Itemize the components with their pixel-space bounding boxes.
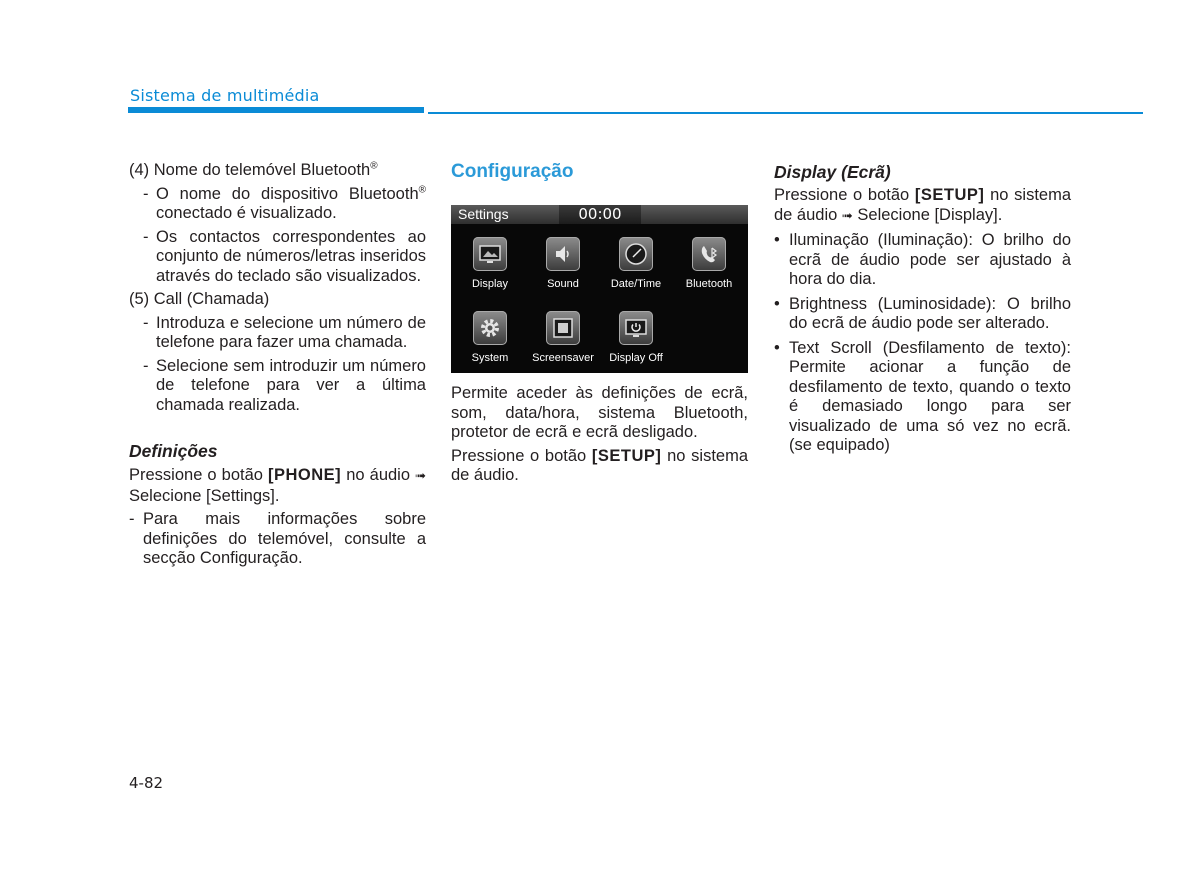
dash-marker: -: [143, 184, 149, 203]
configuracao-heading: Configuração: [451, 161, 574, 182]
header-rule-thin: [428, 112, 1143, 114]
list-item-4-subitems: [129, 185, 426, 287]
list-item: - Os contactos correspondentes ao conjunto de números/letras inseridos através do teclado são visualizados.: [143, 227, 426, 285]
list-item: - Para mais informações sobre definições do telemóvel, consulte a secção Configuração.: [129, 510, 426, 567]
bullet-marker: •: [774, 294, 780, 313]
tile-display[interactable]: Display: [453, 237, 527, 307]
header-rule-thick: [128, 107, 424, 113]
registered-mark: ®: [418, 184, 426, 195]
display-heading: Display (Ecrã): [774, 162, 891, 182]
page-number: 4-82: [129, 774, 164, 792]
dash-marker: -: [143, 227, 149, 246]
display-instruction: Pressione o botão [SETUP] no sistema de áudio ➟ Selecione [Display].: [774, 186, 1072, 224]
display-off-icon: [619, 311, 653, 345]
configuracao-instruction: Pressione o botão [SETUP] no sistema de áudio.: [451, 446, 749, 484]
speaker-icon: [546, 237, 580, 271]
column-left: [129, 161, 426, 569]
list-item-5: (5) Call (Chamada): [129, 290, 270, 308]
settings-screen: [451, 205, 748, 373]
dash-marker: -: [143, 356, 149, 375]
list-item: • Iluminação (Iluminação): O brilho do ecrã de áudio pode ser ajustado à hora do dia.: [774, 231, 1071, 288]
column-middle: [451, 161, 748, 486]
list-item-4: (4) Nome do telemóvel Bluetooth®: [129, 160, 378, 179]
gear-icon: [473, 311, 507, 345]
screensaver-icon: [546, 311, 580, 345]
registered-mark: ®: [370, 160, 378, 172]
tile-sound[interactable]: Sound: [526, 237, 600, 307]
tile-screensaver[interactable]: Screensaver: [526, 311, 600, 373]
screen-clock: 00:00: [559, 205, 641, 224]
arrow-icon: ➟: [841, 208, 853, 224]
list-item: - O nome do dispositivo Bluetooth® conectado é visualizado.: [143, 184, 426, 222]
list-item: - Introduza e selecione um número de telefone para fazer uma chamada.: [143, 313, 426, 351]
dash-marker: -: [143, 313, 149, 332]
clock-icon: [619, 237, 653, 271]
setup-button-label: [SETUP]: [914, 186, 985, 204]
list-item: • Brightness (Luminosidade): O brilho do ecrã de áudio pode ser alterado.: [774, 294, 1071, 332]
dash-marker: -: [129, 510, 135, 528]
definicoes-heading: Definições: [129, 441, 218, 461]
bullet-marker: •: [774, 338, 780, 357]
column-right: [774, 161, 1071, 456]
list-item-5-subitems: [129, 314, 426, 416]
section-title: Sistema de multimédia: [130, 86, 320, 105]
tile-system[interactable]: System: [453, 311, 527, 373]
setup-button-label: [SETUP]: [591, 446, 662, 465]
arrow-icon: ➟: [415, 469, 426, 484]
bluetooth-phone-icon: [692, 237, 726, 271]
list-item: • Text Scroll (Desfilamento de texto): Permite acionar a função de desfilamento de texto, quando o texto é demasiado longo para ser visualizado de uma só vez no ecrã. (se equipado): [774, 338, 1071, 454]
bullet-marker: •: [774, 231, 780, 249]
screen-title: Settings: [458, 206, 509, 222]
phone-button-label: [PHONE]: [268, 466, 342, 484]
list-item: - Selecione sem introduzir um número de telefone para ver a última chamada realizada.: [143, 356, 426, 414]
tile-bluetooth[interactable]: Bluetooth: [672, 237, 746, 307]
display-icon: [473, 237, 507, 271]
definicoes-paragraph: Pressione o botão [PHONE] no áudio ➟ Selecione [Settings].: [129, 466, 426, 505]
tile-date-time[interactable]: Date/Time: [599, 237, 673, 307]
configuracao-description: Permite aceder às definições de ecrã, som, data/hora, sistema Bluetooth, protetor de ecrã e ecrã desligado.: [451, 384, 748, 441]
tile-display-off[interactable]: Display Off: [599, 311, 673, 373]
